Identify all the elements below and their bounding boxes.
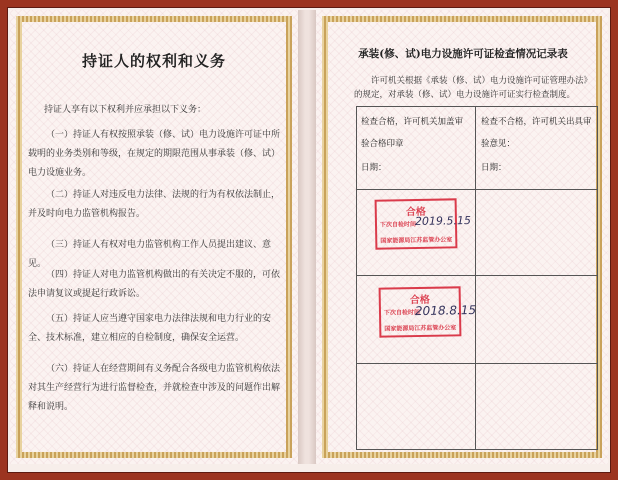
handwritten-date: 2019.5.15 (414, 214, 472, 229)
pass-column-header: 检查合格，许可机关加盖审验合格印章 (361, 117, 464, 149)
inspection-table (356, 106, 598, 450)
clause-3: （三）持证人有权对电力监管机构工作人员提出建议、意见。 (28, 240, 272, 269)
clause-4: （四）持证人对电力监管机构做出的有关决定不服的，可依法申请复议或提起行政诉讼。 (28, 270, 281, 299)
fail-date-label: 日期： (481, 163, 507, 173)
clause-2: （二）持证人对违反电力法律、法规的行为有权依法制止，并及时向电力监管机构报告。 (28, 190, 281, 219)
pass-date-label: 日期： (361, 163, 387, 173)
table-column-divider (475, 107, 476, 449)
approval-stamp: 合格 下次自检时间 2018.8.15 国家能源局江苏监管办公室 (379, 286, 462, 337)
book-spine (298, 10, 316, 464)
inspection-record-title: 承装(修、试)电力设施许可证检查情况记录表 (358, 48, 568, 60)
table-row-divider (357, 363, 597, 364)
approval-stamp: 合格 下次自检时间 2019.5.15 国家能源局江苏监管办公室 (375, 198, 458, 249)
table-row-divider (357, 189, 597, 190)
inspection-intro: 许可机关根据《承装（修、试）电力设施许可证管理办法》的规定，对承装（修、试）电力设施许可证实行检查制度。 (354, 76, 593, 100)
clause-6: （六）持证人在经营期间有义务配合各级电力监管机构依法对其生产经营行为进行监督检查，并就检查中涉及的问题作出解释和说明。 (28, 364, 281, 412)
fail-column-header: 检查不合格，许可机关出具审验意见： (481, 117, 592, 149)
rights-intro: 持证人享有以下权利并应承担以下义务： (44, 105, 207, 115)
rights-title: 持证人的权利和义务 (81, 52, 226, 70)
clause-5: （五）持证人应当遵守国家电力法律法规和电力行业的安全、技术标准，建立相应的自检制度，确保安全运营。 (28, 314, 272, 343)
left-page (10, 10, 298, 464)
handwritten-date: 2018.8.15 (414, 303, 477, 319)
right-page (316, 10, 608, 464)
table-row-divider (357, 275, 597, 276)
clause-1: （一）持证人有权按照承装（修、试）电力设施许可证中所载明的业务类别和等级，在规定的期限范围从事承装（修、试）电力设施业务。 (28, 130, 281, 178)
